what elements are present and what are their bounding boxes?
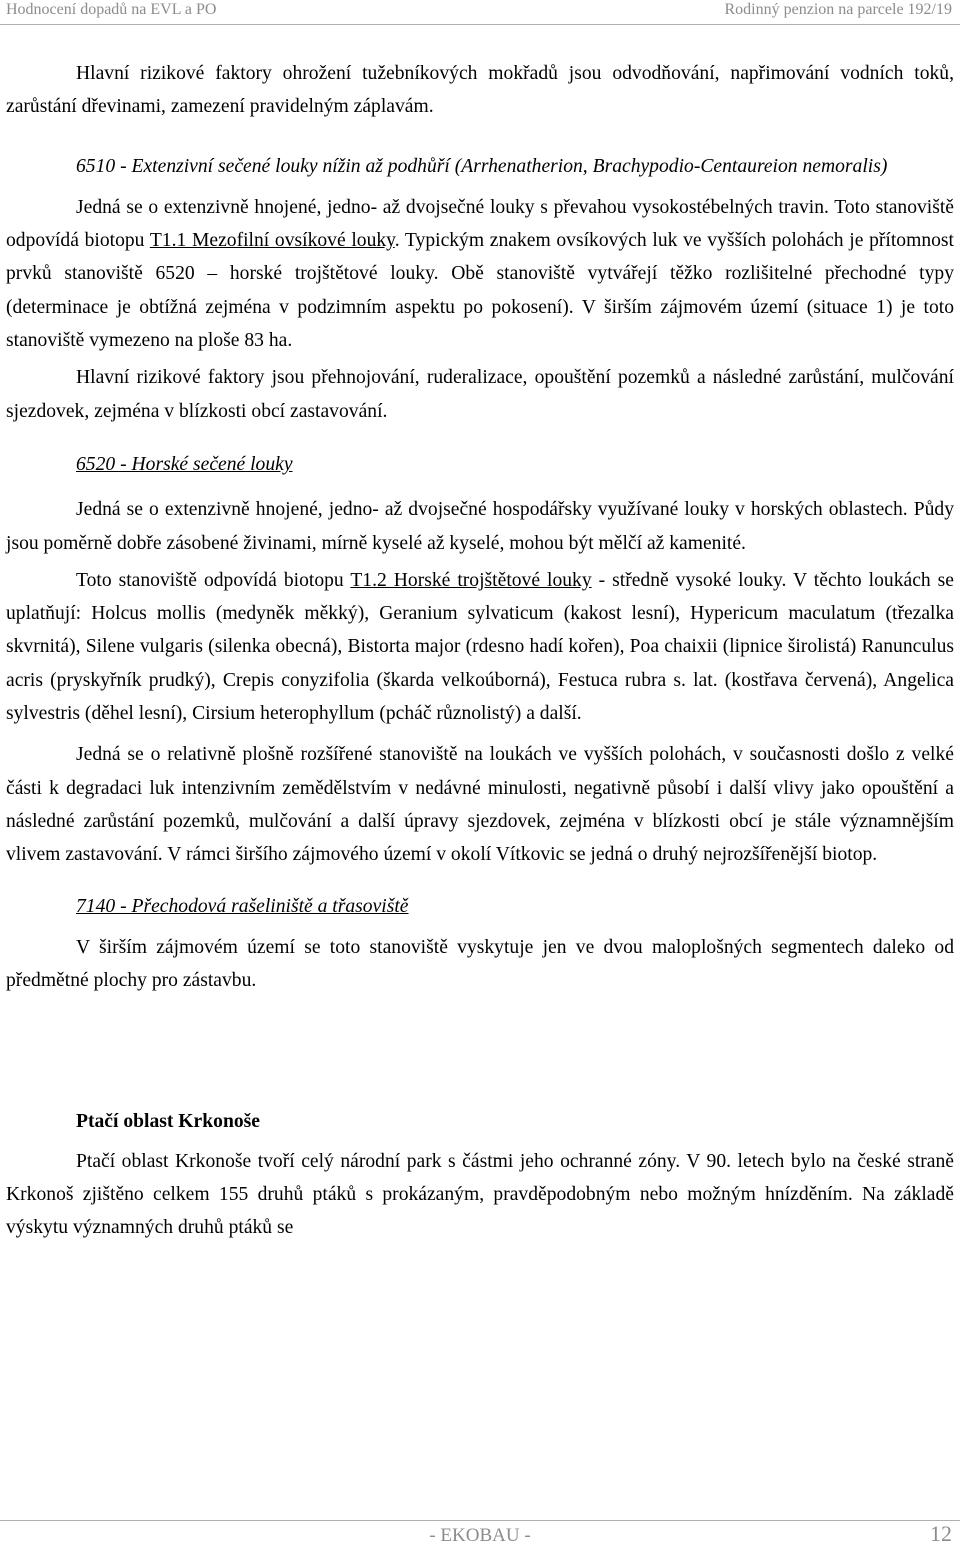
page-footer [0,1520,960,1550]
text-6510-part2: . Typickým znakem ovsíkových luk ve vyšších polohách je přítomnost prvků stanoviště 6520 – horské trojštětové louky. Obě stanoviště vytvářejí těžko rozlišitelné přechodné typy (determinace je obtížná zejména v podzimním aspektu po pokosení). V širším zájmovém území (situace 1) je toto stanoviště vymezeno na ploše 83 ha. [6,230,954,352]
biotope-link-t1-2: T1.2 Horské trojštětové louky [350,569,592,591]
text-6520-part1: Toto stanoviště odpovídá biotopu [76,569,351,591]
paragraph-6510-risk-factors: Hlavní rizikové faktory jsou přehnojování, ruderalizace, opouštění pozemků a následné zarůstání, mulčování sjezdovek, zejména v blízkosti obcí zastavování. [6,367,954,422]
paragraph-6520-species [6,564,954,730]
header-document-title: Hodnocení dopadů na EVL a PO [6,1,217,18]
page-header [0,0,960,25]
heading-7140: 7140 - Přechodová rašeliniště a třasoviště [76,895,409,917]
page-number: 12 [930,1521,952,1546]
paragraph-risk-factors-intro: Hlavní rizikové faktory ohrožení tužebníkových mokřadů jsou odvodňování, napřimování vodních toků, zarůstání dřevinami, zamezení pravidelným záplavám. [6,63,954,118]
paragraph-6520-description: Jedná se o extenzivně hnojené, jedno- až dvojsečné hospodářsky využívané louky v horských oblastech. Půdy jsou poměrně dobře zásobené živinami, mírně kyselé až kyselé, mohou být mělčí až kamenité. [6,499,954,554]
text-6520-part2: - středně vysoké louky. V těchto loukách se uplatňují: Holcus mollis (medyněk měkký), Geranium sylvaticum (kakost lesní), Hypericum maculatum (třezalka skvrnitá), Silene vulgaris (silenka obecná), Bistorta major (rdesno hadí kořen), Poa chaixii (lipnice širolistá) Ranunculus acris (pryskyřník prudký), Crepis conyzifolia (škarda velkoúborná), Festuca rubra s. lat. (kostřava červená), Angelica sylvestris (děhel lesní), Cirsium heterophyllum (pcháč různolistý) a další. [6,569,954,725]
header-project-title: Rodinný penzion na parcele 192/19 [724,1,952,18]
paragraph-6510-description [6,191,954,357]
heading-bird-area: Ptačí oblast Krkonoše [76,1111,260,1133]
footer-company: - EKOBAU - [429,1525,531,1546]
heading-6510: 6510 - Extenzivní sečené louky nížin až podhůří (Arrhenatherion, Brachypodio-Centaureion nemoralis) [76,155,888,177]
paragraph-6520-degradation: Jedná se o relativně plošně rozšířené stanoviště na loukách ve vyšších polohách, v současnosti došlo z velké části k degradaci luk intenzivním zemědělstvím v nedávné minulosti, negativně působí i další vlivy jako opouštění a následné zarůstání pozemků, mulčování a další úpravy sjezdovek, zejména v blízkosti obcí je stále významnějším vlivem zastavování. V rámci širšího zájmového území v okolí Vítkovic se jedná o druhý nejrozšířenější biotop. [6,744,954,866]
document-body [6,57,954,1245]
biotope-link-t1-1: T1.1 Mezofilní ovsíkové louky [149,230,395,252]
paragraph-bird-area: Ptačí oblast Krkonoše tvoří celý národní park s částmi jeho ochranné zóny. V 90. letech bylo na české straně Krkonoš zjištěno celkem 155 druhů ptáků s prokázaným, pravděpodobným nebo možným hnízděním. Na základě výskytu významných druhů ptáků se [6,1150,954,1239]
heading-6520: 6520 - Horské sečené louky [76,453,293,475]
paragraph-7140: V širším zájmovém území se toto stanoviště vyskytuje jen ve dvou maloplošných segmentech daleko od předmětné plochy pro zástavbu. [6,936,954,992]
text-6510-part1: Jedná se o extenzivně hnojené, jedno- až dvojsečné louky s převahou vysokostébelných travin. Toto stanoviště odpovídá biotopu [6,196,954,252]
